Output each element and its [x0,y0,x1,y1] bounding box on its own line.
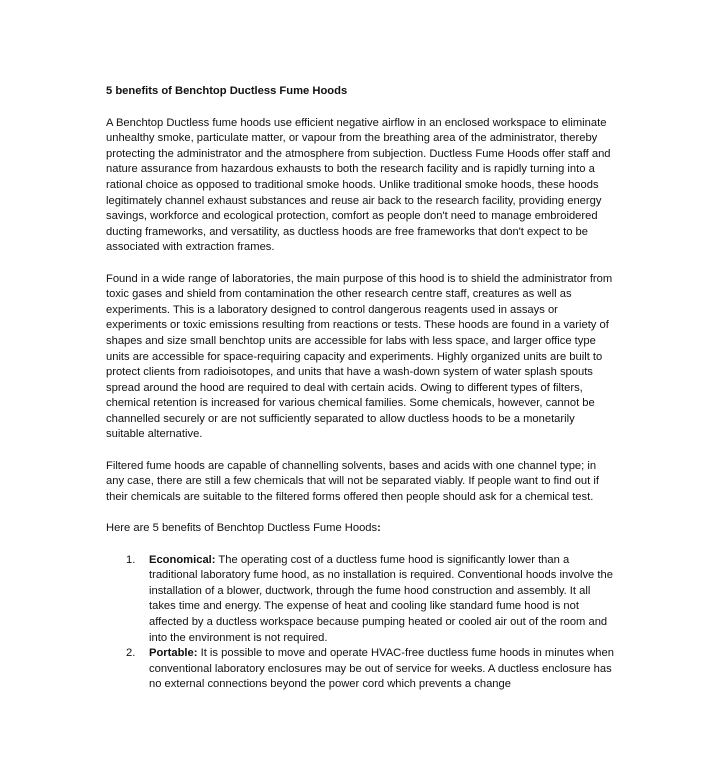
benefit-text: It is possible to move and operate HVAC-free ductless fume hoods in minutes when conventional laboratory enclosures may be out of service for weeks. A ductless enclosure has no external connections beyond the power cord which prevents a change [149,647,614,691]
list-item-number: 2. [126,647,136,660]
paragraph-intro: A Benchtop Ductless fume hoods use efficient negative airflow in an enclosed workspace to eliminate unhealthy smoke, particulate matter, or vapour from the breathing area of the administrator, thereby protecting the administrator and the atmosphere from subjection. Ductless Fume Hoods offer staff and nature assurance from hazardous exhausts to both the research facility and is rapidly turning into a rational choice as opposed to traditional smoke hoods. Unlike traditional smoke hoods, these hoods legitimately channel exhaust substances and reuse air back to the research facility, providing energy savings, workforce and ecological protection, comfort as people don't need to manage embroidered ducting frameworks, and versatility, as ductless hoods are free frameworks that don't expect to be associated with extraction frames. [106,116,611,254]
paragraph-filtered-hoods: Filtered fume hoods are capable of channelling solvents, bases and acids with one channel type; in any case, there are still a few chemicals that will not be separated viably. If people want to find out if their chemicals are suitable to the filtered forms offered then people should ask for a chemical test. [106,459,599,503]
benefits-intro [106,521,616,537]
benefit-text: The operating cost of a ductless fume hood is significantly lower than a traditional laboratory fume hood, as no installation is required. Conventional hoods involve the installation of a blower, ductwork, through the fume hood construction and assembly. It all takes time and energy. The expense of heat and cooling like standard fume hood is not affected by a ductless workspace because pumping heated or cooled air out of the room and into the environment is not required. [149,553,613,644]
benefit-term: Portable: [149,647,198,660]
document-title: 5 benefits of Benchtop Ductless Fume Hoods [106,85,348,97]
list-item [106,553,616,647]
list-item [106,646,616,693]
list-item-number: 1. [126,553,136,566]
benefits-list [106,553,616,693]
benefits-intro-text: Here are 5 benefits of Benchtop Ductless Fume Hoods [106,522,378,535]
paragraph-laboratories: Found in a wide range of laboratories, the main purpose of this hood is to shield the administrator from toxic gases and shield from contamination the other research centre staff, creatures as well as experiments. This is a laboratory designed to control dangerous reagents used in assays or experiments or toxic emissions resulting from reactions or tests. These hoods are found in a variety of shapes and size small benchtop units are accessible for labs with less space, and larger office type units are accessible for space-requiring capacity and experiments. Highly organized units are built to protect clients from radioisotopes, and units that have a wash-down system of water splash spouts spread around the hood are required to deal with certain acids. Owing to different types of filters, chemical retention is increased for various chemical families. Some chemicals, however, cannot be channelled securely or are not sufficiently separated to allow ductless hoods to be a monetarily suitable alternative. [106,272,613,441]
benefits-intro-colon: : [377,522,381,535]
document-page [106,84,616,693]
benefit-term: Economical: [149,553,216,566]
